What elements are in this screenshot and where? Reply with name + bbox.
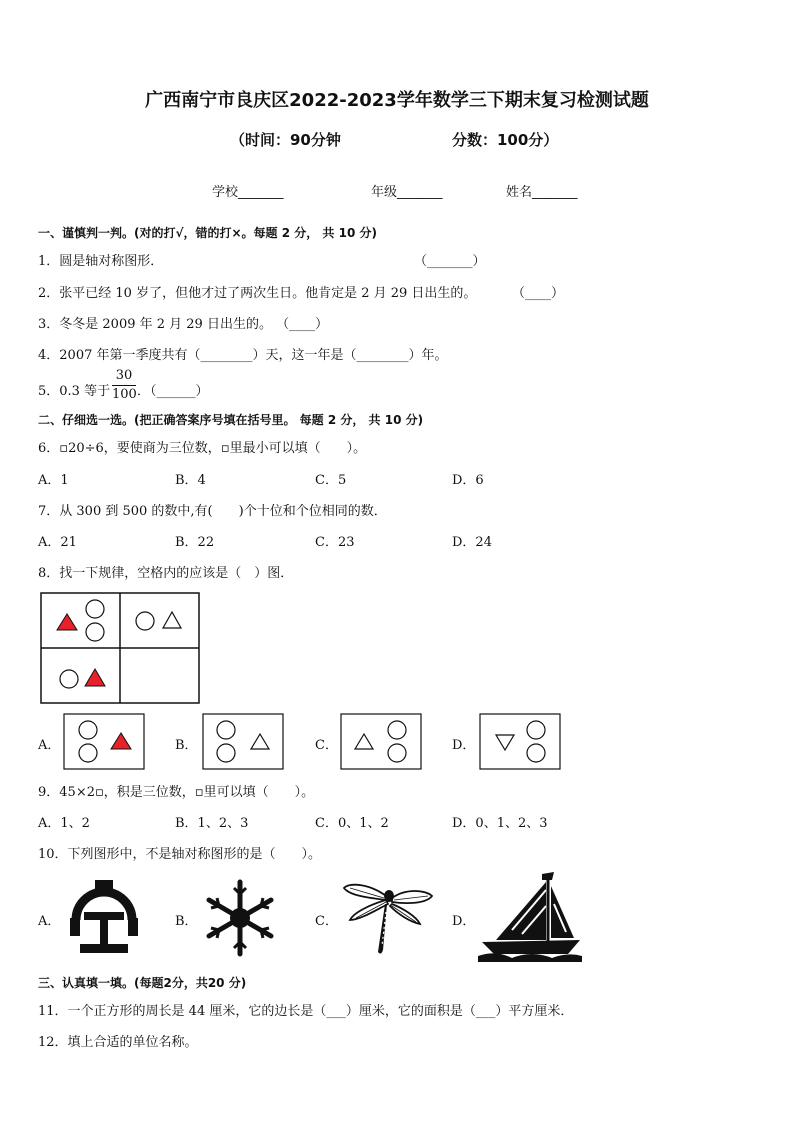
- question-5-suffix: ．（______）: [137, 384, 209, 399]
- fraction-denominator: 100: [112, 387, 137, 402]
- pattern-grid: [40, 592, 202, 705]
- page-title: 广西南宁市良庆区2022-2023学年数学三下期末复习检测试题: [145, 90, 649, 111]
- q7-option-d: D．24: [452, 535, 492, 550]
- score-label: 分数：100分）: [452, 131, 559, 149]
- q8-option-b: B．: [175, 738, 198, 753]
- q7-option-b: B．22: [175, 535, 215, 550]
- q7-option-a: A．21: [38, 535, 77, 550]
- circle-icon: [79, 744, 97, 762]
- q6-option-b: B．4: [175, 473, 206, 488]
- q6-option-d: D．6: [452, 473, 484, 488]
- q9-option-d: D．0、1、2、3: [452, 816, 548, 831]
- circle-icon: [217, 744, 235, 762]
- q10-option-b: B．: [175, 914, 198, 929]
- question-4: 4．2007 年第一季度共有（________）天，这一年是（________）年。: [38, 348, 448, 363]
- inverted-triangle-icon: [496, 735, 514, 750]
- time-label: （时间：90分钟: [230, 131, 341, 149]
- name-field: 姓名_______: [506, 185, 578, 200]
- sailboat-icon: [476, 870, 584, 964]
- question-3: 3．冬冬是 2009 年 2 月 29 日出生的。 （____）: [38, 317, 329, 332]
- q8-option-c-figure: [340, 713, 424, 771]
- circle-icon: [86, 623, 104, 641]
- grade-field: 年级_______: [371, 185, 443, 200]
- metro-logo-icon: [64, 876, 144, 960]
- circle-icon: [79, 721, 97, 739]
- triangle-icon: [251, 734, 269, 749]
- question-2: 2．张平已经 10 岁了，但他才过了两次生日。他肯定是 2 月 29 日出生的。: [38, 286, 477, 301]
- q8-option-a-figure: [63, 713, 147, 771]
- question-8: 8．找一下规律，空格内的应该是（ ）图．: [38, 566, 294, 581]
- q6-option-c: C．5: [315, 473, 347, 488]
- q9-option-b: B．1、2、3: [175, 816, 249, 831]
- section-2-heading: 二、仔细选一选。(把正确答案序号填在括号里。 每题 2 分， 共 10 分): [38, 413, 424, 427]
- section-1-heading: 一、谨慎判一判。(对的打√，错的打×。每题 2 分， 共 10 分): [38, 226, 377, 240]
- fraction: [112, 368, 136, 403]
- question-10: 10．下列图形中，不是轴对称图形的是（ ）。: [38, 847, 322, 862]
- circle-icon: [136, 612, 154, 630]
- q7-option-c: C．23: [315, 535, 355, 550]
- q8-option-b-figure: [202, 713, 286, 771]
- question-12: 12．填上合适的单位名称。: [38, 1035, 198, 1050]
- q10-option-c: C．: [315, 914, 338, 929]
- fraction-bar: [112, 385, 136, 386]
- circle-icon: [527, 744, 545, 762]
- question-7: 7．从 300 到 500 的数中,有( )个十位和个位相同的数．: [38, 504, 387, 519]
- circle-icon: [86, 600, 104, 618]
- circle-icon: [527, 721, 545, 739]
- triangle-icon: [355, 734, 373, 749]
- question-1-blank: （_______）: [414, 254, 486, 269]
- dragonfly-icon: [340, 878, 436, 958]
- q10-option-d: D．: [452, 914, 476, 929]
- q6-option-a: A．1: [38, 473, 69, 488]
- school-field: 学校_______: [212, 185, 284, 200]
- red-triangle-icon: [111, 733, 131, 749]
- q8-option-a: A．: [38, 738, 61, 753]
- red-triangle-icon: [85, 669, 105, 686]
- q9-option-c: C．0、1、2: [315, 816, 389, 831]
- question-9: 9．45×2▫，积是三位数，▫里可以填（ ）。: [38, 785, 315, 800]
- question-2-blank: （____）: [512, 286, 565, 301]
- q8-option-d: D．: [452, 738, 476, 753]
- question-11: 11．一个正方形的周长是 44 厘米，它的边长是（___）厘米，它的面积是（___）平方厘米．: [38, 1004, 574, 1019]
- circle-icon: [217, 721, 235, 739]
- q10-option-a: A．: [38, 914, 61, 929]
- q9-option-a: A．1、2: [38, 816, 90, 831]
- circle-icon: [388, 721, 406, 739]
- question-1: 1．圆是轴对称图形．: [38, 254, 164, 269]
- question-5-prefix: 5．0.3 等于: [38, 384, 111, 399]
- snowflake-icon: [198, 876, 282, 960]
- fraction-numerator: 30: [115, 368, 133, 383]
- question-6: 6．▫20÷6，要使商为三位数，▫里最小可以填（ ）。: [38, 441, 367, 456]
- section-3-heading: 三、认真填一填。(每题2分，共20 分): [38, 976, 247, 990]
- circle-icon: [388, 744, 406, 762]
- triangle-icon: [163, 612, 181, 628]
- q8-option-c: C．: [315, 738, 338, 753]
- circle-icon: [60, 670, 78, 688]
- q8-option-d-figure: [479, 713, 563, 771]
- red-triangle-icon: [57, 614, 77, 630]
